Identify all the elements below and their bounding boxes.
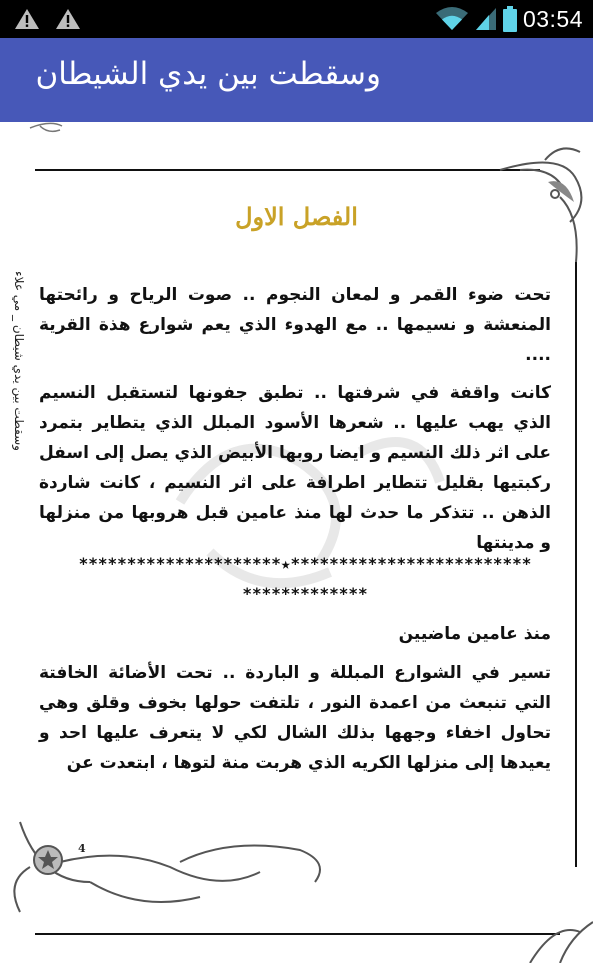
action-bar <box>0 38 593 122</box>
warning-icon <box>55 8 81 30</box>
book-page[interactable] <box>0 122 593 963</box>
side-caption: وسقطت بين يدي شيطان _ مي علاء <box>12 271 26 451</box>
section-heading: منذ عامين ماضيين <box>398 624 551 644</box>
paragraph-3: تسير في الشوارع المبللة و الباردة .. تحت الأضائة الخافتة التي تنبعث من اعمدة النور ، تلتفت حولها بخوف وقلق وهي تحاول اخفاء وجهها بذلك الشال لكي لا يتعرف عليها احد و يعيدها إلى منزلها الكريه الذي هربت منة لتوها ، ابتعدت عن <box>39 663 551 773</box>
status-bar <box>0 0 593 38</box>
wifi-icon <box>435 6 469 32</box>
separator-stars: ************* <box>242 584 368 603</box>
chapter-title: الفصل الاول <box>235 202 358 231</box>
signal-icon <box>475 7 497 31</box>
battery-icon <box>503 6 517 32</box>
page-number: 4 <box>78 842 86 855</box>
status-clock: 03:54 <box>522 5 583 32</box>
app-title: وسقطت بين يدي الشيطان <box>35 56 381 92</box>
separator-stars: *********************★************************* <box>78 554 532 573</box>
paragraph-1: تحت ضوء القمر و لمعان النجوم .. صوت الرياح و رائحتها المنعشة و نسيمها .. مع الهدوء الذي يعم شوارع هذة القرية .... <box>39 285 551 365</box>
paragraph-2: كانت واقفة في شرفتها .. تطبق جفونها لتستقبل النسيم الذي يهب عليها .. شعرها الأسود المبلل الذي يتطاير بتمرد على اثر ذلك النسيم و ايضا روبها الأبيض الذي يصل إلى اسفل ركبتيها بقليل تتطاير اطرافة على اثر النسيم ، كانت شاردة الذهن .. تتذكر ما حدث لها منذ عامين قبل هروبها من منزلها و مدينتها <box>39 383 551 553</box>
flower-ornament-icon <box>34 846 62 874</box>
warning-icon <box>14 8 40 30</box>
